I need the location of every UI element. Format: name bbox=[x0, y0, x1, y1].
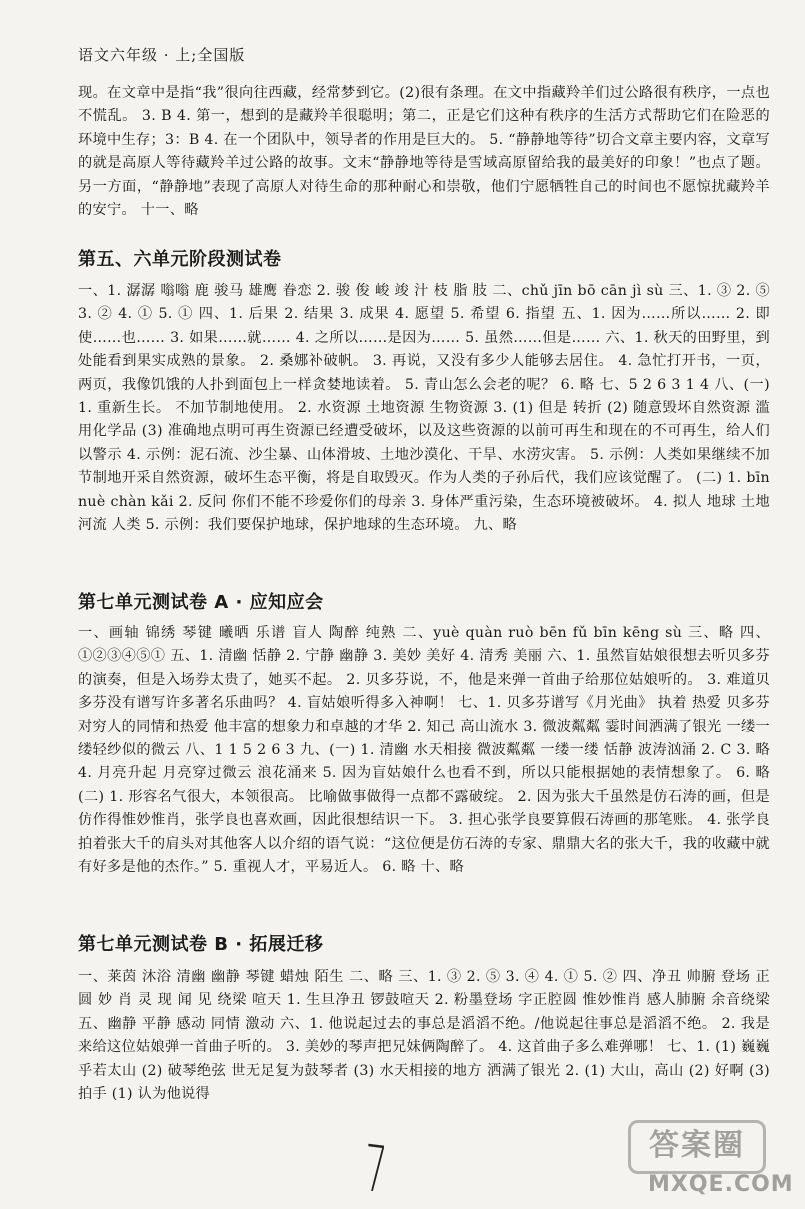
running-header: 语文六年级 · 上;全国版 bbox=[78, 46, 246, 64]
intro-answers bbox=[78, 82, 770, 222]
answer-paragraph: 一、1. 潺潺 嗡嗡 鹿 骏马 雄鹰 眷恋 2. 骏 俊 峻 竣 汁 枝 脂 肢 二、chǔ jīn bō cān jì sù 三、1. ③ 2. ⑤ 3. ② 4. ① 5. ① 四、1. 后果 2. 结果 3. 成果 4. 愿望 5. 希望 6. 指望 五、1. 因为……所以…… 2. 即使……也…… 3. 如果……就…… 4. 之所以……是因为…… 5. 虽然……但是…… 六、1. 秋天的田野里，到处能看到果实成熟的景象。 2. 桑娜补破帆。 3. 再说，又没有多少人能够去居住。 4. 急忙打开书，一页，两页，我像饥饿的人扑到面包上一样贪婪地读着。 5. 青山怎么会老的呢？ 6. 略 七、5 2 6 3 1 4 八、(一) 1. 重新生长。 不加节制地使用。 2. 水资源 土地资源 生物资源 3. (1) 但是 转折 (2) 随意毁坏自然资源 滥用化学品 (3) 准确地点明可再生资源已经遭受破坏，以及这些资源的以前可再生和现在的不可再生，给人们以警示 4. 示例：泥石流、沙尘暴、山体滑坡、土地沙漠化、干旱、水涝灾害。 5. 示例：人类如果继续不加节制地开采自然资源，破坏生态平衡，将是自取毁灭。作为人类的子孙后代，我们应该觉醒了。 (二) 1. bīn nuè chàn kǎi 2. 反问 你们不能不珍爱你们的母亲 3. 身体严重污染，生态环境被破坏。 4. 拟人 地球 土地 河流 人类 5. 示例：我们要保护地球，保护地球的生态环境。 九、略 bbox=[78, 283, 770, 534]
watermark bbox=[628, 1120, 805, 1200]
section-title-unit-5-6: 第五、六单元阶段测试卷 bbox=[78, 249, 282, 270]
watermark-url: MXQE.COM bbox=[648, 1172, 794, 1197]
intro-paragraph: 现。在文章中是指“我”很向往西藏，经常梦到它。(2)很有条理。在文中指藏羚羊们过公路很有秩序，一点也不慌乱。 3. B 4. 第一，想到的是藏羚羊很聪明；第二，正是它们这种有秩序的生活方式帮助它们在险恶的环境中生存；3：B 4. 在一个团队中，领导者的作用是巨大的。 5. “静静地等待”切合文章主要内容，文章写的就是高原人等待藏羚羊过公路的故事。文末“静静地等待是雪域高原留给我的最美好的印象！”也点了题。另一方面，“静静地”表现了高原人对待生命的那种耐心和崇敬，他们宁愿牺牲自己的时间也不愿惊扰藏羚羊的安宁。 十一、略 bbox=[78, 85, 770, 219]
page-number: 7 bbox=[363, 1132, 389, 1209]
section-title-unit-7a: 第七单元测试卷 A · 应知应会 bbox=[78, 592, 324, 613]
section-body-unit-5-6 bbox=[78, 280, 770, 537]
answer-paragraph: 一、画轴 锦绣 琴键 曦晒 乐谱 盲人 陶醉 纯熟 二、yuè quàn ruò bēn fǔ bīn kēng sù 三、略 四、①②③④⑤① 五、1. 清幽 恬静 2. 宁静 幽静 3. 美妙 美好 4. 清秀 美丽 六、1. 虽然盲姑娘很想去听贝多芬的演奏，但是入场券太贵了，她买不起。 2. 贝多芬说，不，他是来弹一首曲子给那位姑娘听的。 3. 难道贝多芬没有谱写许多著名乐曲吗？ 4. 盲姑娘听得多入神啊！ 七、1. 贝多芬谱写《月光曲》 执着 热爱 贝多芬对穷人的同情和热爱 他丰富的想象力和卓越的才华 2. 知己 高山流水 3. 微波粼粼 霎时间洒满了银光 一缕一缕轻纱似的微云 八、1 1 5 2 6 3 九、(一) 1. 清幽 水天相接 微波粼粼 一缕一缕 恬静 波涛汹涌 2. C 3. 略 4. 月亮升起 月亮穿过微云 浪花涌来 5. 因为盲姑娘什么也看不到，所以只能根据她的表情想象了。 6. 略 (二) 1. 形容名气很大，本领很高。 比喻做事做得一点都不露破绽。 2. 因为张大千虽然是仿石涛的画，但是仿作得惟妙惟肖，张学良也喜欢画，因此很想结识一下。 3. 担心张学良要算假石涛画的那笔账。 4. 张学良拍着张大千的肩头对其他客人以介绍的语气说：“这位便是仿石涛的专家、鼎鼎大名的张大千，我的收藏中就有好多是他的杰作。” 5. 重视人才，平易近人。 6. 略 十、略 bbox=[78, 625, 770, 876]
answer-paragraph: 一、莱茵 沐浴 清幽 幽静 琴键 蜡烛 陌生 二、略 三、1. ③ 2. ⑤ 3. ④ 4. ① 5. ② 四、净丑 帅腑 登场 正 圆 妙 肖 灵 现 闻 见 绕梁 喧天 1. 生旦净丑 锣鼓喧天 2. 粉墨登场 字正腔圆 惟妙惟肖 感人肺腑 余音绕梁 五、幽静 平静 感动 同情 激动 六、1. 他说起过去的事总是滔滔不绝。/他说起往事总是滔滔不绝。 2. 我是来给这位姑娘弹一首曲子听的。 3. 美妙的琴声把兄妹俩陶醉了。 4. 这首曲子多么难弹哪！ 七、1. (1) 巍巍乎若太山 (2) 破琴绝弦 世无足复为鼓琴者 (3) 水天相接的地方 洒满了银光 2. (1) 大山，高山 (2) 好啊 (3) 拍手 (1) 认为他说得 bbox=[78, 969, 770, 1103]
section-body-unit-7b bbox=[78, 966, 770, 1106]
section-body-unit-7a bbox=[78, 622, 770, 879]
section-title-unit-7b: 第七单元测试卷 B · 拓展迁移 bbox=[78, 934, 324, 955]
watermark-logo: 答案圈 bbox=[628, 1120, 766, 1174]
